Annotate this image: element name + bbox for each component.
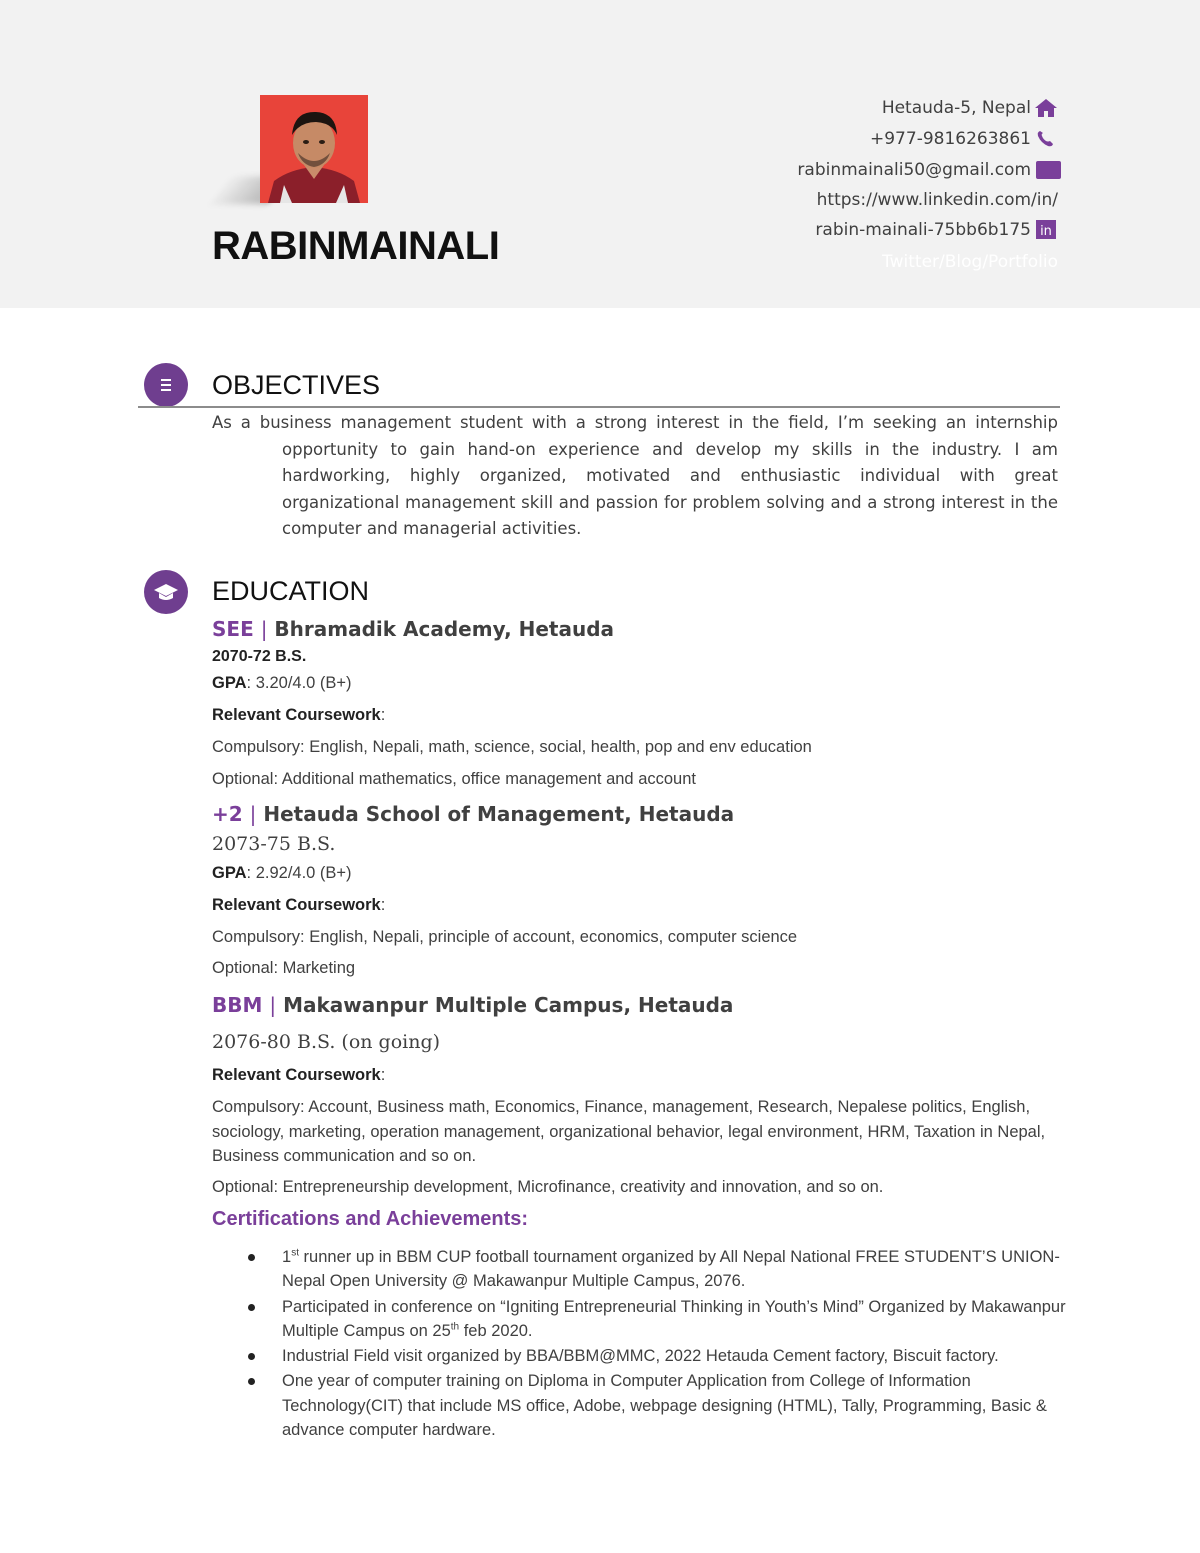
edu-see-gpa: GPA: 3.20/4.0 (B+) — [212, 674, 352, 692]
edu-plus2-optional: Optional: Marketing — [212, 959, 356, 977]
list-icon — [144, 363, 188, 407]
edu-see-years: 2070-72 B.S. — [212, 648, 307, 665]
list-item: One year of computer training on Diploma in Computer Application from College of Information Technology(CIT) that include MS office, Adobe, webpage designing (HTML), Tally, Programming, Basic & advance computer hardware. — [212, 1369, 1072, 1442]
gpa-value: 2.92/4.0 (B+) — [255, 864, 352, 882]
list-item: Industrial Field visit organized by BBA/BBM@MMC, 2022 Hetauda Cement factory, Biscuit factory. — [212, 1344, 1072, 1368]
separator: | — [260, 617, 268, 641]
phone-text[interactable]: +977-9816263861 — [870, 129, 1031, 149]
institution: Hetauda School of Management, Hetauda — [263, 802, 735, 826]
edu-bbm-coursework-label: Relevant Coursework: — [212, 1066, 386, 1084]
edu-bbm-optional: Optional: Entrepreneurship development, Microfinance, creativity and innovation, and so on. — [212, 1178, 884, 1196]
edu-bbm-heading — [212, 993, 733, 1017]
contact-address — [882, 98, 1058, 118]
email-text[interactable]: rabinmainali50@gmail.com — [797, 160, 1031, 180]
gpa-value: 3.20/4.0 (B+) — [255, 674, 352, 692]
education-icon-circle — [144, 570, 188, 614]
extra-links: Twitter/Blog/Portfolio — [882, 252, 1058, 272]
bullet-icon — [248, 1254, 255, 1261]
bullet-icon — [248, 1353, 255, 1360]
edu-plus2-compulsory: Compulsory: English, Nepali, principle of account, economics, computer science — [212, 928, 798, 946]
degree-label: BBM — [212, 993, 263, 1017]
list-item: 1st runner up in BBM CUP football tournament organized by All Nepal National FREE STUDENT’S UNION-Nepal Open University @ Makawanpur Multiple Campus, 2076. — [212, 1245, 1072, 1294]
objectives-divider — [138, 406, 1060, 408]
candidate-name: RABINMAINALI — [212, 224, 500, 268]
degree-label: +2 — [212, 802, 243, 826]
institution: Bhramadik Academy, Hetauda — [274, 617, 615, 641]
contact-linkedin-line1 — [817, 190, 1058, 210]
edu-see-heading — [212, 617, 614, 641]
profile-photo — [260, 95, 368, 203]
objectives-title: OBJECTIVES — [212, 370, 381, 400]
education-title: EDUCATION — [212, 576, 370, 606]
objectives-text — [212, 410, 1058, 543]
separator: | — [249, 802, 257, 826]
list-item: Participated in conference on “Igniting Entrepreneurial Thinking in Youth’s Mind” Organized by Makawanpur Multiple Campus on 25th feb 2020. — [212, 1295, 1072, 1344]
certifications-title: Certifications and Achievements: — [212, 1208, 529, 1230]
edu-plus2-heading — [212, 802, 734, 826]
contact-phone — [870, 129, 1058, 149]
svg-text:in: in — [1040, 224, 1052, 239]
edu-see-optional: Optional: Additional mathematics, office management and account — [212, 770, 696, 788]
coursework-label: Relevant Coursework — [212, 706, 381, 724]
home-icon — [1034, 98, 1058, 118]
edu-plus2-years: 2073-75 B.S. — [212, 833, 336, 855]
edu-see-coursework-label: Relevant Coursework: — [212, 706, 386, 724]
gpa-label: GPA — [212, 674, 247, 692]
objectives-first-line: As a business management student with a strong interest in the field, I’m seeking an internship — [212, 413, 1058, 432]
contact-linkedin-line2 — [815, 220, 1058, 240]
edu-plus2-gpa: GPA: 2.92/4.0 (B+) — [212, 864, 352, 882]
linkedin-icon — [1034, 220, 1058, 240]
edu-bbm-years: 2076-80 B.S. (on going) — [212, 1031, 441, 1053]
linkedin-text-1[interactable]: https://www.linkedin.com/in/ — [816, 190, 1058, 210]
separator: | — [269, 993, 277, 1017]
edu-plus2-coursework-label: Relevant Coursework: — [212, 896, 386, 914]
objectives-rest: opportunity to gain hand-on experience and develop my skills in the industry. I am hardworking, highly organized, motivated and enthusiastic individual with great organizational management skill and passion for problem solving and a strong interest in the computer and managerial activities. — [282, 439, 1058, 538]
bullet-icon — [248, 1304, 255, 1311]
contact-email — [797, 160, 1058, 180]
gpa-label: GPA — [212, 864, 247, 882]
objectives-icon-circle — [144, 363, 188, 407]
coursework-label: Relevant Coursework — [212, 1066, 381, 1084]
certifications-list — [212, 1245, 1072, 1443]
address-text: Hetauda-5, Nepal — [881, 98, 1031, 118]
institution: Makawanpur Multiple Campus, Hetauda — [283, 993, 734, 1017]
graduation-cap-icon — [144, 570, 188, 614]
phone-icon — [1034, 129, 1058, 149]
coursework-label: Relevant Coursework — [212, 896, 381, 914]
degree-label: SEE — [212, 617, 254, 641]
bullet-icon — [248, 1378, 255, 1385]
edu-bbm-compulsory: Compulsory: Account, Business math, Economics, Finance, management, Research, Nepalese politics, English, sociology, marketing, operation management, organizational behavior, legal environment, HRM, Taxation in Nepal, Business communication and so on. — [212, 1098, 1046, 1165]
edu-see-compulsory: Compulsory: English, Nepali, math, science, social, health, pop and env education — [212, 738, 812, 756]
email-icon — [1034, 160, 1058, 180]
linkedin-text-2[interactable]: rabin-mainali-75bb6b175 — [815, 220, 1031, 240]
